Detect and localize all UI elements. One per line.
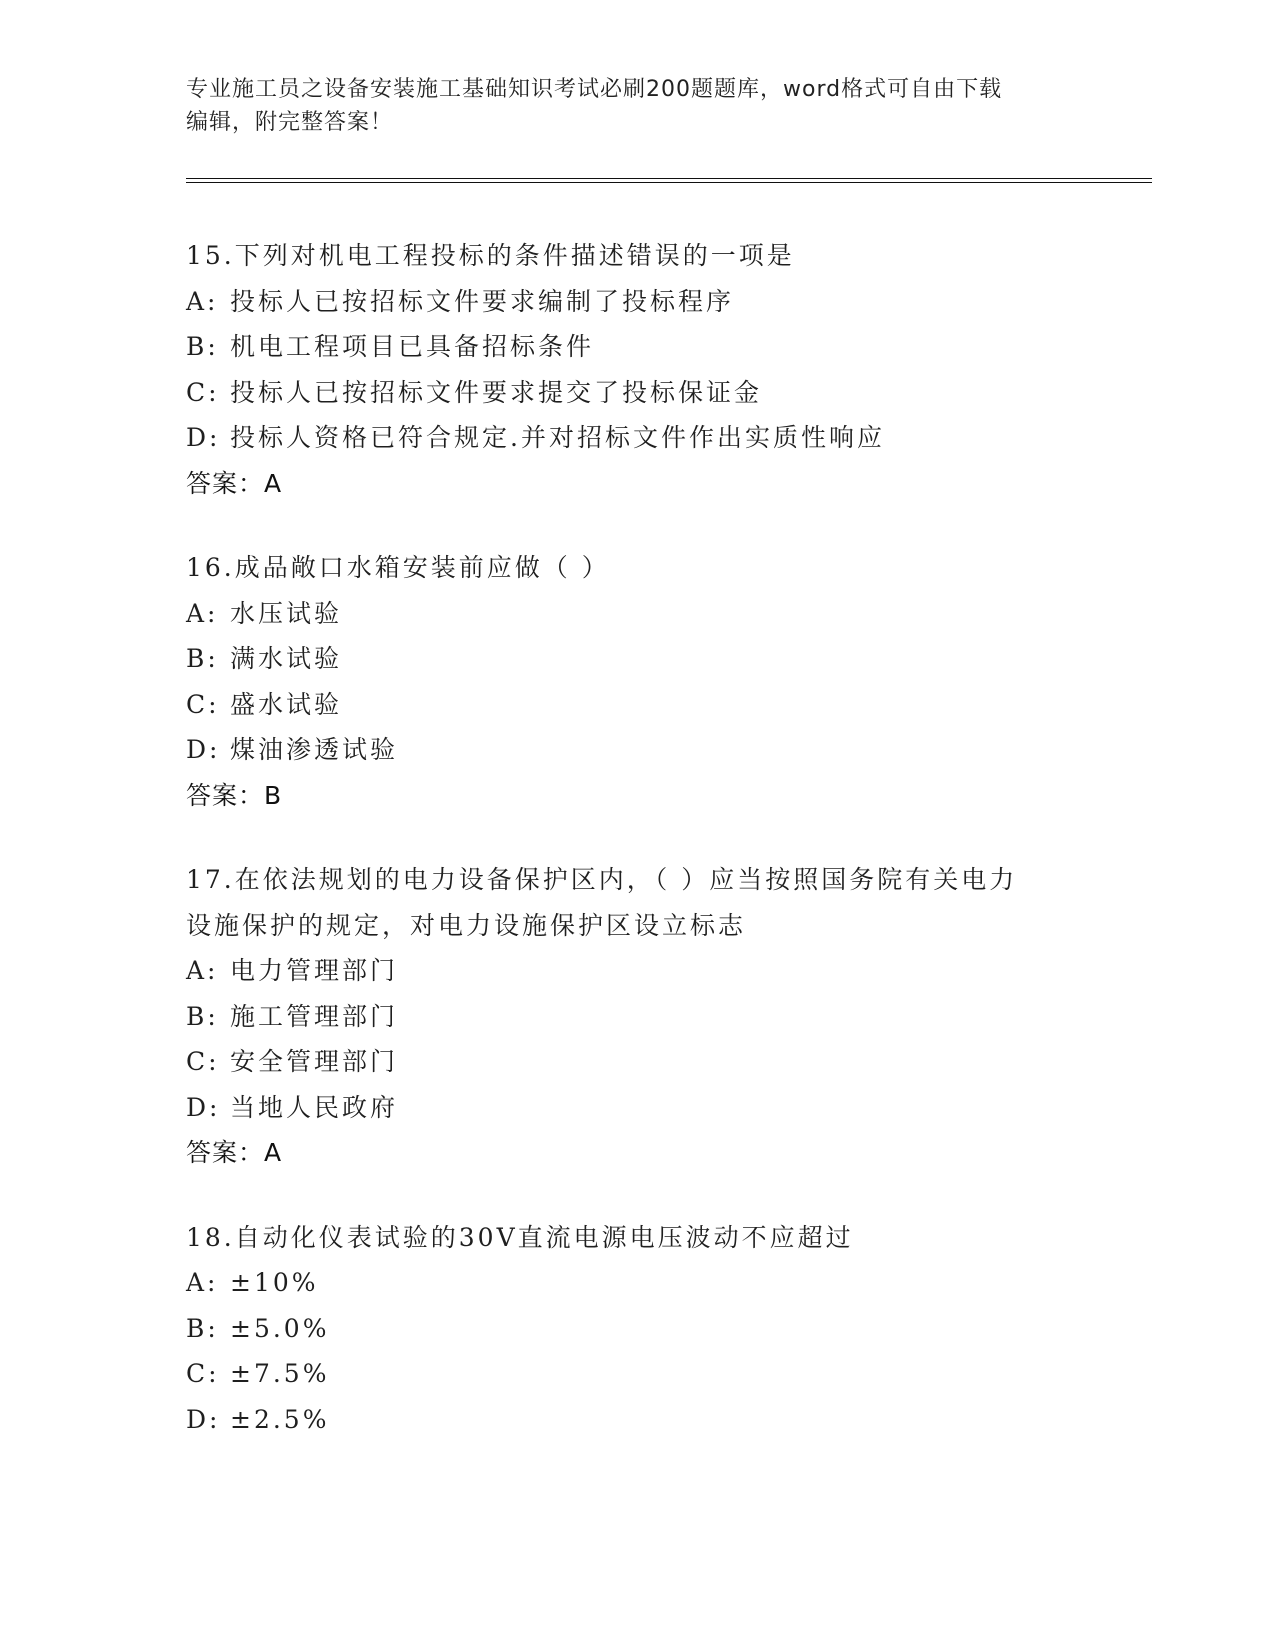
option-d <box>186 1085 1146 1131</box>
option-b <box>186 324 1146 370</box>
header-divider <box>186 178 1152 183</box>
option-text: 盛水试验 <box>230 689 343 719</box>
option-b <box>186 1306 1146 1352</box>
option-text: ±10% <box>230 1268 319 1297</box>
option-text: 施工管理部门 <box>230 1001 399 1031</box>
header-title-line-2: 编辑，附完整答案！ <box>186 110 394 135</box>
option-text: 投标人资格已符合规定.并对招标文件作出实质性响应 <box>230 423 885 452</box>
option-text: 安全管理部门 <box>230 1047 399 1076</box>
option-letter: D: <box>186 423 221 452</box>
question-list <box>186 233 1146 1481</box>
option-c <box>186 1039 1146 1085</box>
option-a <box>186 591 1146 637</box>
option-letter: A: <box>186 286 219 316</box>
option-text: 电力管理部门 <box>230 956 399 985</box>
question-stem: 15.下列对机电工程投标的条件描述错误的一项是 <box>186 241 795 270</box>
header-title-line-1: 专业施工员之设备安装施工基础知识考试必刷200题题库，word格式可自由下载 <box>186 77 1003 102</box>
option-text: 投标人已按招标文件要求编制了投标程序 <box>230 286 735 316</box>
option-letter: C: <box>186 1047 220 1076</box>
option-text: 当地人民政府 <box>230 1092 399 1122</box>
option-text: 煤油渗透试验 <box>230 735 399 764</box>
option-letter: B: <box>186 1001 219 1031</box>
option-text: ±2.5% <box>230 1404 330 1434</box>
option-b <box>186 994 1146 1040</box>
option-a <box>186 948 1146 994</box>
option-letter: B: <box>186 644 219 673</box>
option-letter: B: <box>186 332 219 361</box>
document-header <box>186 73 1066 139</box>
question-stem: 18.自动化仪表试验的30V直流电源电压波动不应超过 <box>186 1222 854 1252</box>
option-letter: D: <box>186 1404 221 1434</box>
option-text: 水压试验 <box>230 598 343 628</box>
option-letter: D: <box>186 1092 221 1122</box>
option-text: ±5.0% <box>230 1313 330 1343</box>
option-letter: D: <box>186 735 221 764</box>
option-letter: A: <box>186 956 219 985</box>
question-18 <box>186 1215 1146 1443</box>
question-16 <box>186 545 1146 818</box>
option-letter: B: <box>186 1313 219 1343</box>
option-letter: A: <box>186 598 219 628</box>
question-17 <box>186 857 1146 1176</box>
option-d <box>186 1397 1146 1443</box>
option-a <box>186 1260 1146 1306</box>
option-d <box>186 415 1146 461</box>
option-c <box>186 370 1146 416</box>
option-text: 满水试验 <box>230 644 343 673</box>
option-letter: C: <box>186 1359 220 1388</box>
answer-line: 答案：A <box>186 1138 283 1167</box>
option-text: 投标人已按招标文件要求提交了投标保证金 <box>230 377 763 407</box>
option-b <box>186 636 1146 682</box>
option-d <box>186 727 1146 773</box>
option-letter: C: <box>186 377 220 407</box>
option-text: ±7.5% <box>230 1359 330 1388</box>
option-a <box>186 279 1146 325</box>
option-c <box>186 682 1146 728</box>
answer-line: 答案：B <box>186 780 283 810</box>
question-stem: 17.在依法规划的电力设备保护区内，（ ）应当按照国务院有关电力 <box>186 865 1018 894</box>
question-15 <box>186 233 1146 506</box>
answer-line: 答案：A <box>186 468 283 498</box>
option-text: 机电工程项目已具备招标条件 <box>230 332 595 361</box>
question-stem-continued: 设施保护的规定，对电力设施保护区设立标志 <box>186 910 747 940</box>
question-stem: 16.成品敞口水箱安装前应做（ ） <box>186 553 610 582</box>
option-c <box>186 1351 1146 1397</box>
option-letter: C: <box>186 689 220 719</box>
option-letter: A: <box>186 1268 219 1297</box>
